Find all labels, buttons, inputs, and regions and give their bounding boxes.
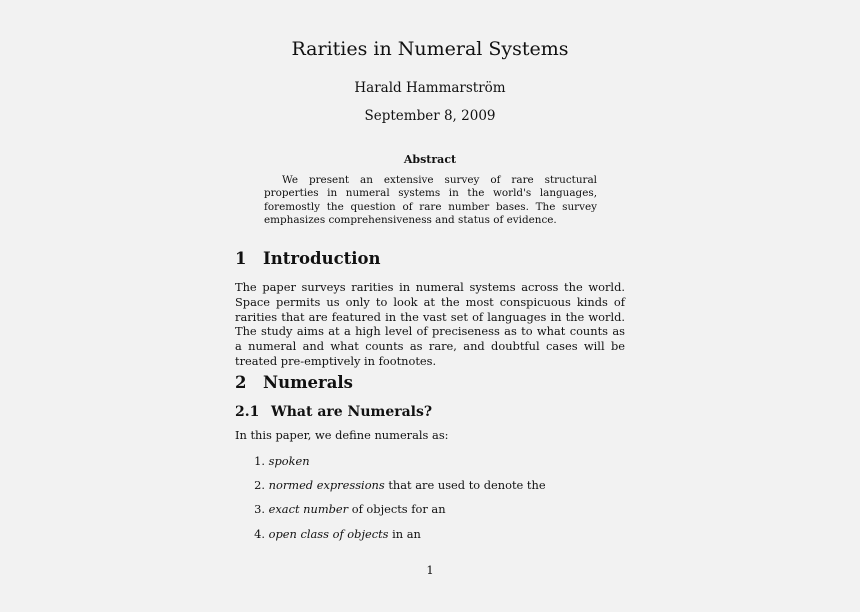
abstract-heading: Abstract (403, 153, 457, 166)
list-item-term: open class of objects (268, 526, 389, 541)
definition-list (235, 454, 546, 551)
list-item-number: 3. (254, 502, 265, 517)
list-item (235, 454, 546, 478)
section-heading-introduction (235, 249, 381, 268)
paper-date: September 8, 2009 (364, 108, 496, 124)
introduction-paragraph: The paper surveys rarities in numeral systems across the world. Space permits us only to look at the most conspicuous kinds of rarities that are featured in the vast set of languages in the world. The study aims at a high level of preciseness as to what counts as a numeral and what counts as rare, and doubtful cases will be treated pre-emptively in footnotes. (235, 280, 625, 368)
list-item-term: exact number (268, 502, 349, 517)
subsection-number: 2.1 (235, 404, 260, 420)
paper-title: Rarities in Numeral Systems (291, 38, 569, 60)
abstract-text: We present an extensive survey of rare structural properties in numeral systems in the world's languages, foremostly the question of rare number bases. The survey emphasizes comprehensiveness and status of evidence. (264, 174, 597, 226)
list-item-text: of objects for an (348, 502, 446, 517)
subsection-heading-what-are-numerals (235, 404, 432, 420)
list-item (235, 502, 546, 526)
section-heading-numerals (235, 373, 353, 392)
list-item-term: normed expressions (268, 478, 385, 493)
list-item-number: 1. (254, 454, 265, 468)
section-title: Numerals (263, 373, 353, 392)
list-item-term: spoken (268, 454, 310, 468)
section-number: 1 (235, 249, 247, 268)
page-number: 1 (426, 563, 434, 577)
definition-intro: In this paper, we define numerals as: (235, 428, 449, 442)
section-title: Introduction (263, 249, 381, 268)
paper-author: Harald Hammarström (354, 80, 506, 96)
list-item-text: that are used to denote the (384, 478, 546, 493)
list-item (235, 478, 546, 502)
section-number: 2 (235, 373, 247, 392)
list-item-text: in an (388, 526, 421, 541)
list-item-number: 2. (254, 478, 265, 493)
list-item (235, 527, 546, 551)
list-item-number: 4. (254, 526, 265, 541)
subsection-title: What are Numerals? (271, 404, 433, 420)
